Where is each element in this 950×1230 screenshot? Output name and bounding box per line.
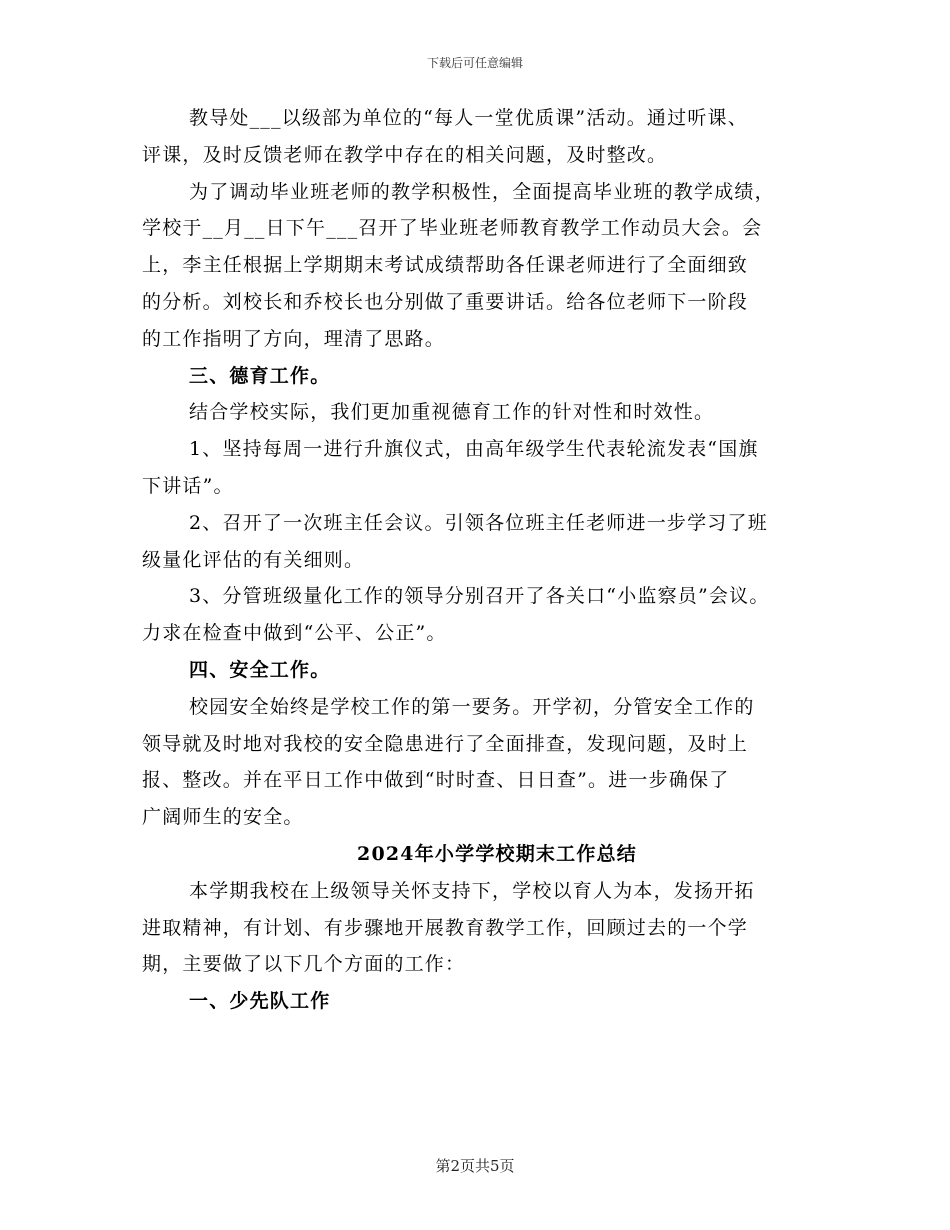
paragraph-line: 广阔师生的安全。	[142, 806, 304, 829]
document-title: 2024年小学学校期末工作总结	[357, 842, 637, 865]
section-heading-safety: 四、安全工作。	[189, 658, 331, 681]
paragraph-line: 结合学校实际，我们更加重视德育工作的针对性和时效性。	[189, 401, 715, 424]
page-header: 下载后可任意编辑	[426, 56, 523, 70]
paragraph-line: 学校于__月__日下午___召开了毕业班老师教育教学工作动员大会。会	[142, 217, 763, 240]
list-item-line: 2、召开了一次班主任会议。引领各位班主任老师进一步学习了班	[189, 511, 768, 534]
paragraph-line: 报、整改。并在平日工作中做到“时时查、日日查”。进一步确保了	[142, 769, 730, 792]
list-item-line: 力求在检查中做到“公平、公正”。	[142, 622, 447, 645]
list-item-line: 下讲话”。	[142, 474, 234, 497]
paragraph-line: 校园安全始终是学校工作的第一要务。开学初，分管安全工作的	[189, 695, 755, 718]
list-item-line: 3、分管班级量化工作的领导分别召开了各关口“小监察员”会议。	[189, 585, 770, 608]
paragraph-line: 评课，及时反馈老师在教学中存在的相关问题，及时整改。	[142, 143, 668, 166]
document-body	[142, 100, 822, 1020]
paragraph-line: 期，主要做了以下几个方面的工作：	[142, 953, 466, 976]
paragraph-line: 本学期我校在上级领导关怀支持下，学校以育人为本，发扬开拓	[189, 879, 755, 902]
paragraph-line: 的工作指明了方向，理清了思路。	[142, 327, 446, 350]
paragraph-line: 上，李主任根据上学期期末考试成绩帮助各任课老师进行了全面细致	[142, 254, 749, 277]
paragraph-line: 的分析。刘校长和乔校长也分别做了重要讲话。给各位老师下一阶段	[142, 290, 749, 313]
paragraph-line: 进取精神，有计划、有步骤地开展教育教学工作，回顾过去的一个学	[142, 916, 749, 939]
section-heading-young-pioneers: 一、少先队工作	[189, 990, 331, 1013]
paragraph-line: 为了调动毕业班老师的教学积极性，全面提高毕业班的教学成绩，	[189, 180, 775, 203]
page-number: 第2页共5页	[435, 1157, 515, 1175]
list-item-line: 1、坚持每周一进行升旗仪式，由高年级学生代表轮流发表“国旗	[189, 438, 759, 461]
paragraph-line: 领导就及时地对我校的安全隐患进行了全面排查，发现问题，及时上	[142, 732, 749, 755]
list-item-line: 级量化评估的有关细则。	[142, 548, 365, 571]
section-heading-moral-education: 三、德育工作。	[189, 364, 331, 387]
paragraph-line: 教导处___以级部为单位的“每人一堂优质课”活动。通过听课、	[189, 107, 748, 129]
